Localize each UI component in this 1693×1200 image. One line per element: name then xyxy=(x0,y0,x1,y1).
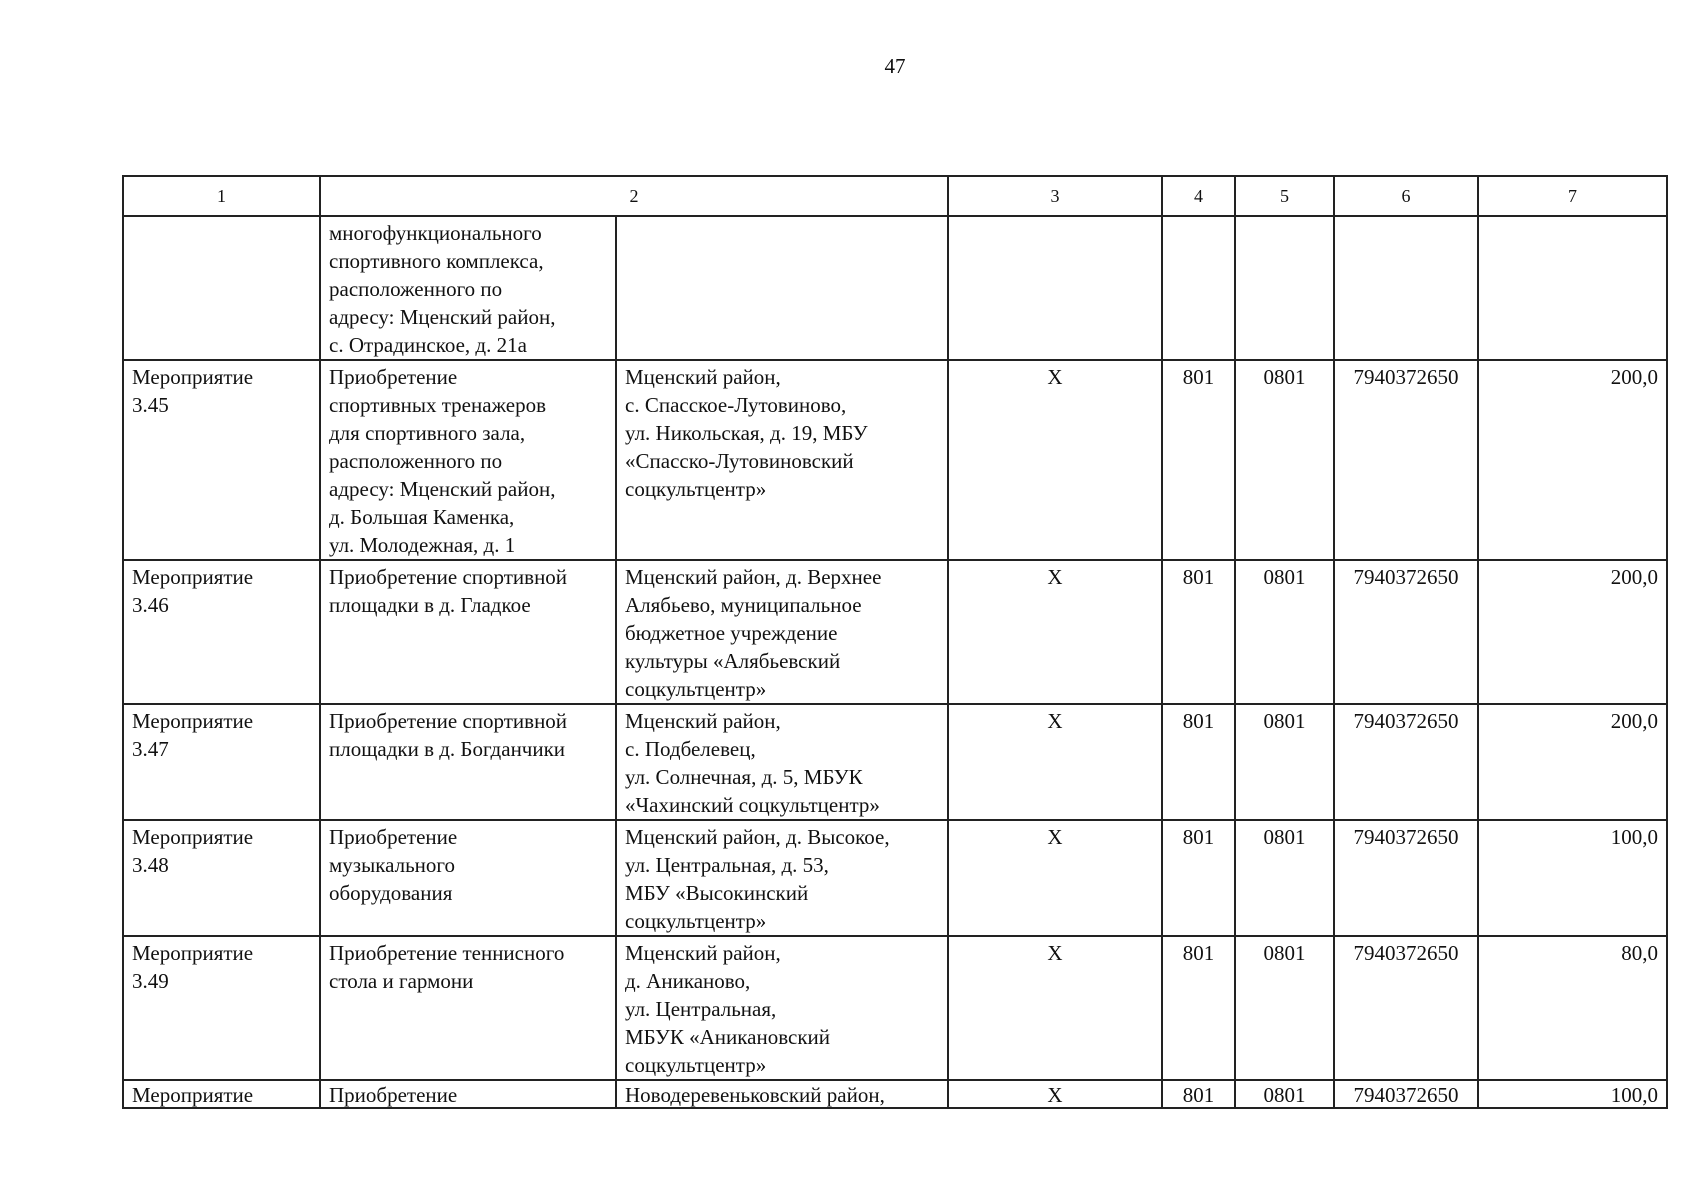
header-cell: 7 xyxy=(1478,176,1667,216)
col4-cell: 801 xyxy=(1162,560,1235,704)
table-header-row xyxy=(123,176,1667,216)
col7-cell: 100,0 xyxy=(1478,820,1667,936)
col3-cell: Х xyxy=(948,560,1162,704)
header-cell: 4 xyxy=(1162,176,1235,216)
description-cell: Приобретение теннисного стола и гармони xyxy=(320,936,616,1080)
address-cell: Мценский район, д. Аниканово, ул. Центральная, МБУК «Аникановский соцкультцентр» xyxy=(616,936,948,1080)
col3-cell: Х xyxy=(948,360,1162,560)
header-cell: 6 xyxy=(1334,176,1478,216)
col6-cell: 7940372650 xyxy=(1334,360,1478,560)
event-cell: Мероприятие 3.49 xyxy=(123,936,320,1080)
description-cell: Приобретение спортивных тренажеров для спортивного зала, расположенного по адресу: Мценский район, д. Большая Каменка, ул. Молодежная, д. 1 xyxy=(320,360,616,560)
col5-cell xyxy=(1235,216,1334,360)
header-cell: 3 xyxy=(948,176,1162,216)
description-cell: Приобретение xyxy=(320,1080,616,1108)
event-cell: Мероприятие 3.45 xyxy=(123,360,320,560)
event-cell: Мероприятие 3.48 xyxy=(123,820,320,936)
address-cell: Мценский район, д. Верхнее Алябьево, муниципальное бюджетное учреждение культуры «Алябьевский соцкультцентр» xyxy=(616,560,948,704)
event-cell xyxy=(123,216,320,360)
col4-cell: 801 xyxy=(1162,936,1235,1080)
header-cell: 5 xyxy=(1235,176,1334,216)
table-row xyxy=(123,820,1667,936)
table-row xyxy=(123,936,1667,1080)
col4-cell: 801 xyxy=(1162,1080,1235,1108)
col6-cell: 7940372650 xyxy=(1334,704,1478,820)
address-cell: Мценский район, д. Высокое, ул. Центральная, д. 53, МБУ «Высокинский соцкультцентр» xyxy=(616,820,948,936)
table-row xyxy=(123,360,1667,560)
description-cell: Приобретение спортивной площадки в д. Богданчики xyxy=(320,704,616,820)
col3-cell xyxy=(948,216,1162,360)
col5-cell: 0801 xyxy=(1235,936,1334,1080)
budget-table xyxy=(122,175,1668,1109)
col4-cell: 801 xyxy=(1162,360,1235,560)
col4-cell: 801 xyxy=(1162,704,1235,820)
col4-cell xyxy=(1162,216,1235,360)
table-row xyxy=(123,1080,1667,1108)
col3-cell: Х xyxy=(948,1080,1162,1108)
event-cell: Мероприятие xyxy=(123,1080,320,1108)
table-row xyxy=(123,560,1667,704)
col7-cell xyxy=(1478,216,1667,360)
event-cell: Мероприятие 3.47 xyxy=(123,704,320,820)
address-cell: Мценский район, с. Подбелевец, ул. Солнечная, д. 5, МБУК «Чахинский соцкультцентр» xyxy=(616,704,948,820)
col7-cell: 100,0 xyxy=(1478,1080,1667,1108)
col7-cell: 200,0 xyxy=(1478,560,1667,704)
col6-cell: 7940372650 xyxy=(1334,936,1478,1080)
col5-cell: 0801 xyxy=(1235,360,1334,560)
address-cell xyxy=(616,216,948,360)
header-cell: 1 xyxy=(123,176,320,216)
col5-cell: 0801 xyxy=(1235,1080,1334,1108)
col7-cell: 200,0 xyxy=(1478,704,1667,820)
col5-cell: 0801 xyxy=(1235,704,1334,820)
col6-cell: 7940372650 xyxy=(1334,1080,1478,1108)
table-row xyxy=(123,704,1667,820)
col5-cell: 0801 xyxy=(1235,560,1334,704)
col6-cell xyxy=(1334,216,1478,360)
description-cell: многофункционального спортивного комплекса, расположенного по адресу: Мценский район, с. Отрадинское, д. 21а xyxy=(320,216,616,360)
col7-cell: 200,0 xyxy=(1478,360,1667,560)
description-cell: Приобретение спортивной площадки в д. Гладкое xyxy=(320,560,616,704)
col3-cell: Х xyxy=(948,820,1162,936)
col6-cell: 7940372650 xyxy=(1334,560,1478,704)
address-cell: Новодеревеньковский район, xyxy=(616,1080,948,1108)
col7-cell: 80,0 xyxy=(1478,936,1667,1080)
col3-cell: Х xyxy=(948,936,1162,1080)
header-cell: 2 xyxy=(320,176,948,216)
address-cell: Мценский район, с. Спасское-Лутовиново, ул. Никольская, д. 19, МБУ «Спасско-Лутовиновский соцкультцентр» xyxy=(616,360,948,560)
col6-cell: 7940372650 xyxy=(1334,820,1478,936)
col3-cell: Х xyxy=(948,704,1162,820)
col4-cell: 801 xyxy=(1162,820,1235,936)
description-cell: Приобретение музыкального оборудования xyxy=(320,820,616,936)
page-number: 47 xyxy=(884,54,906,78)
table-row xyxy=(123,216,1667,360)
event-cell: Мероприятие 3.46 xyxy=(123,560,320,704)
col5-cell: 0801 xyxy=(1235,820,1334,936)
